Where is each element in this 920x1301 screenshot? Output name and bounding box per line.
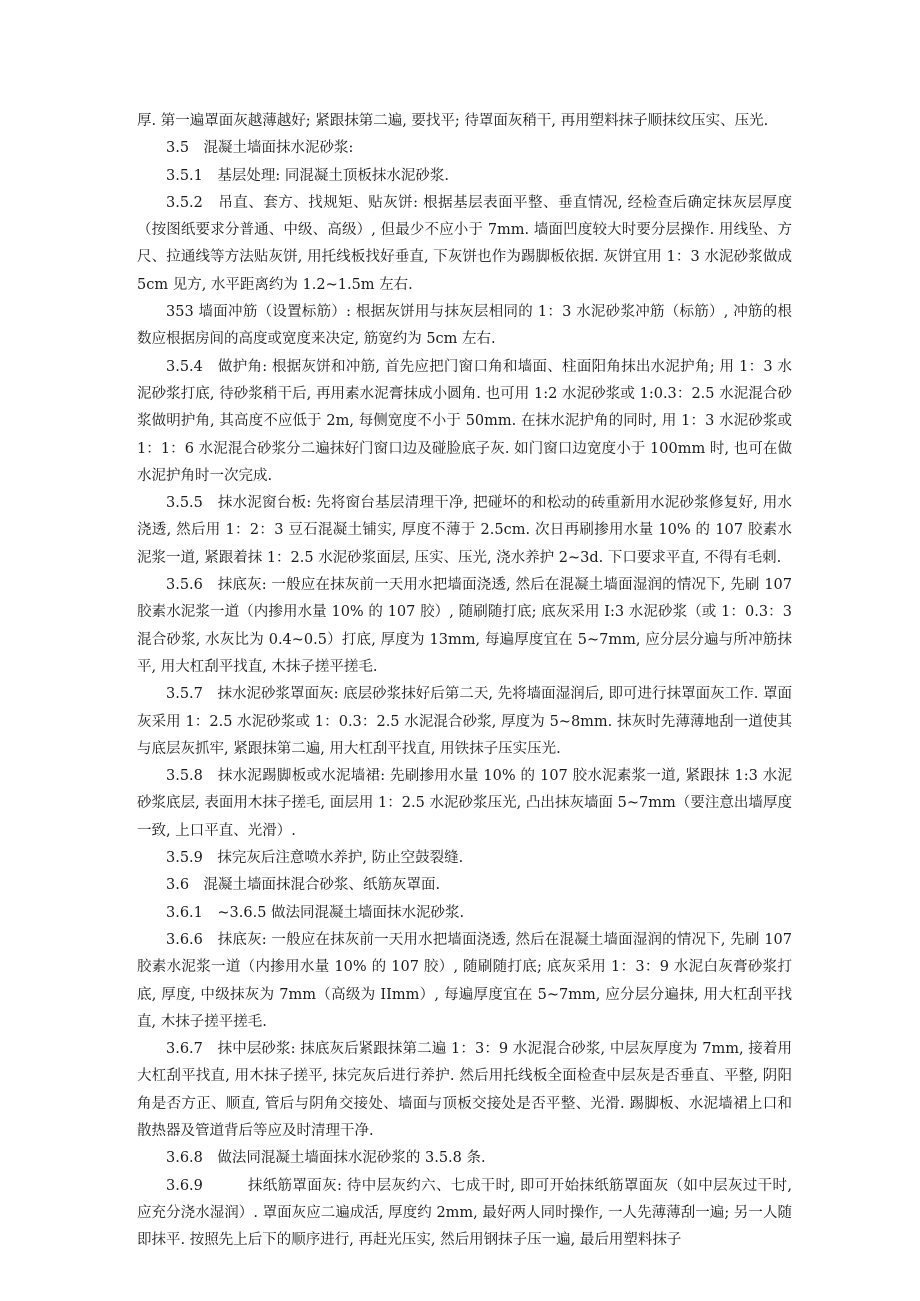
section-heading-3-5: 3.5 混凝土墙面抹水泥砂浆: — [166, 140, 354, 157]
paragraph-3-5-8: 3.5.8 抹水泥踢脚板或水泥墙裙: 先刷掺用水量 10% 的 107 胶水泥素浆一道, 紧跟抹 1:3 水泥砂浆底层, 表面用木抹子搓毛, 面层用 1：2.5 水泥砂浆压光, 凸出抹灰墙面 5~7mm（要注意出墙厚度一致, 上口平直、光滑）. — [137, 768, 792, 839]
paragraph-3-6-6: 3.6.6 抹底灰: 一般应在抹灰前一天用水把墙面浇透, 然后在混凝土墙面湿润的情况下, 先刷 107 胶素水泥浆一道（内掺用水量 10% 的 107 胶）, 随刷随打底; 底灰采用 1：3：9 水泥白灰膏砂浆打底, 厚度, 中级抹灰为 7mm（高级为 IImm）, 每遍厚度宜在 5~7mm, 应分层分遍抹, 用大杠刮平找直, 木抹子搓平搓毛. — [137, 931, 792, 1030]
paragraph-3-5-2: 3.5.2 吊直、套方、找规矩、贴灰饼: 根据基层表面平整、垂直情况, 经检查后确定抹灰层厚度（按图纸要求分普通、中级、高级）, 但最少不应小于 7mm. 墙面凹度较大时要分层操作. 用线坠、方尺、拉通线等方法贴灰饼, 用托线板找好垂直, 下灰饼也作为踢脚板依据. 灰饼宜用 1：3 水泥砂浆做成 5cm 见方, 水平距离约为 1.2~1.5m 左右. — [137, 194, 792, 293]
paragraph-3-5-5: 3.5.5 抹水泥窗台板: 先将窗台基层清理干净, 把碰坏的和松动的砖重新用水泥砂浆修复好, 用水浇透, 然后用 1：2：3 豆石混凝土铺实, 厚度不薄于 2.5cm. 次日再刷掺用水量 10% 的 107 胶素水泥浆一道, 紧跟着抹 1：2.5 水泥砂浆面层, 压实、压光, 浇水养护 2~3d. 下口要求平直, 不得有毛刺. — [137, 495, 792, 566]
paragraph-3-6-7: 3.6.7 抹中层砂浆: 抹底灰后紧跟抹第二遍 1：3：9 水泥混合砂浆, 中层灰厚度为 7mm, 接着用大杠刮平找直, 用木抹子搓平, 抹完灰后进行养护. 然后用托线板全面检查中层灰是否垂直、平整, 阴阳角是否方正、顺直, 管后与阴角交接处、墙面与顶板交接处是否平整、光滑. 踢脚板、水泥墙裙上口和散热器及管道背后等应及时清理干净. — [137, 1041, 792, 1139]
paragraph-3-5-6: 3.5.6 抹底灰: 一般应在抹灰前一天用水把墙面浇透, 然后在混凝土墙面湿润的情况下, 先刷 107 胶素水泥浆一道（内掺用水量 10% 的 107 胶）, 随刷随打底; 底灰采用 I:3 水泥砂浆（或 1：0.3：3 混合砂浆, 水灰比为 0.4~0.5）打底, 厚度为 13mm, 每遍厚度宜在 5~7mm, 应分层分遍与所冲筋抹平, 用大杠刮平找直, 木抹子搓平搓毛. — [137, 577, 792, 675]
paragraph-3-5-9: 3.5.9 抹完灰后注意喷水养护, 防止空鼓裂缝. — [166, 850, 464, 867]
paragraph-continuation: 厚. 第一遍罩面灰越薄越好; 紧跟抹第二遍, 要找平; 待罩面灰稍干, 再用塑料抹子顺抹纹压实、压光. — [137, 113, 769, 129]
paragraph-3-6-1: 3.6.1 ~3.6.5 做法同混凝土墙面抹水泥砂浆. — [166, 904, 465, 921]
paragraph-3-5-4: 3.5.4 做护角: 根据灰饼和冲筋, 首先应把门窗口角和墙面、柱面阳角抹出水泥护角; 用 1：3 水泥砂浆打底, 待砂浆稍干后, 再用素水泥膏抹成小圆角. 也可用 1:2 水泥砂浆或 1:0.3：2.5 水泥混合砂浆做明护角, 其高度不应低于 2m, 每侧宽度不小于 50mm. 在抹水泥护角的同时, 用 1：3 水泥砂浆或 1：1：6 水泥混合砂浆分二遍抹好门窗口边及碰脸底子灰. 如门窗口边宽度小于 100mm 时, 也可在做水泥护角时一次完成. — [137, 358, 792, 484]
paragraph-3-6-8: 3.6.8 做法同混凝土墙面抹水泥砂浆的 3.5.8 条. — [166, 1150, 486, 1167]
section-heading-3-6: 3.6 混凝土墙面抹混合砂浆、纸筋灰罩面. — [166, 877, 441, 894]
paragraph-3-5-7: 3.5.7 抹水泥砂浆罩面灰: 底层砂浆抹好后第二天, 先将墙面湿润后, 即可进行抹罩面灰工作. 罩面灰采用 1：2.5 水泥砂浆或 1：0.3：2.5 水泥混合砂浆, 厚度为 5~8mm. 抹灰时先薄薄地刮一道使其与底层灰抓牢, 紧跟抹第二遍, 用大杠刮平找直, 用铁抹子压实压光. — [137, 686, 792, 757]
paragraph-3-6-9: 3.6.9 抹纸筋罩面灰: 待中层灰约六、七成干时, 即可开始抹纸筋罩面灰（如中层灰过干时, 应充分浇水湿润）. 罩面灰应二遍成活, 厚度约 2mm, 最好两人同时操作, 一人先薄薄刮一遍; 另一人随即抹平. 按照先上后下的顺序进行, 再赶光压实, 然后用钢抹子压一遍, 最后用塑料抹子 — [137, 1177, 792, 1249]
document-page — [137, 108, 792, 1254]
paragraph-3-5-1: 3.5.1 基层处理: 同混凝土顶板抹水泥砂浆. — [166, 167, 449, 184]
paragraph-3-5-3: 353 墙面冲筋（设置标筋）: 根据灰饼用与抹灰层相同的 1：3 水泥砂浆冲筋（标筋）, 冲筋的根数应根据房间的高度或宽度来决定, 筋宽约为 5cm 左右. — [137, 304, 792, 348]
